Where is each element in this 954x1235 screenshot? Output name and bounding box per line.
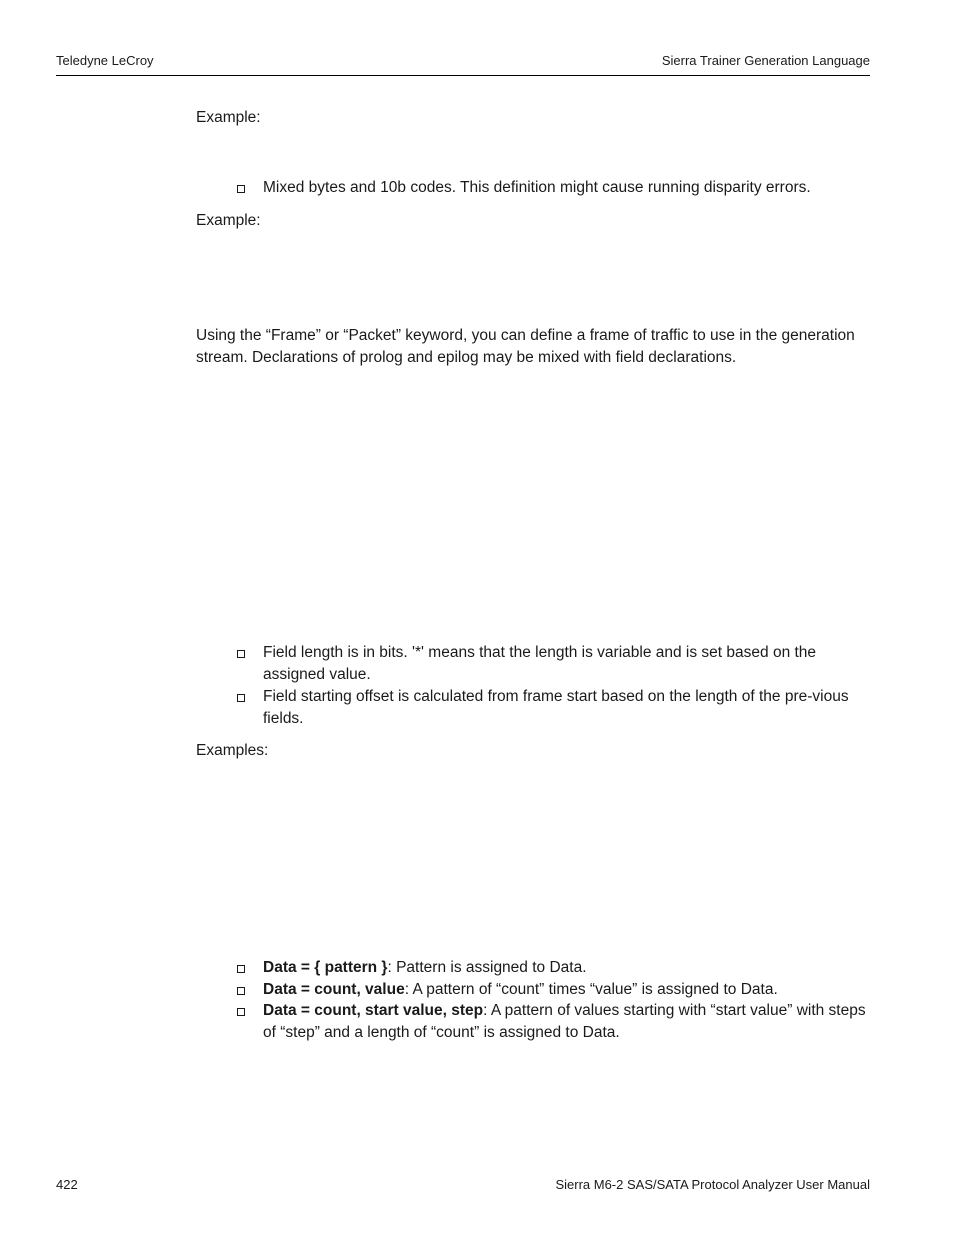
page-number: 422 [56, 1177, 78, 1192]
bullet-data-count-value [237, 979, 871, 1001]
bullet-bold-term: Data = { pattern } [263, 959, 388, 976]
page-header [56, 53, 870, 76]
bullet-field-offset [237, 686, 871, 730]
example-label-1: Example: [196, 109, 261, 126]
header-section-title: Sierra Trainer Generation Language [661, 53, 870, 68]
bullet-text: : A pattern of values starting with “start value” with steps of “step” and a length of “count” is assigned to Data. [263, 1002, 866, 1041]
bullet-data-pattern [237, 957, 871, 979]
bullet-data-count-start-step [237, 1000, 871, 1044]
bullet-text: : A pattern of “count” times “value” is assigned to Data. [404, 981, 778, 998]
bullet-text: Mixed bytes and 10b codes. This definition might cause running disparity errors. [263, 179, 811, 196]
checkbox-bullet-icon [237, 987, 245, 995]
frame-paragraph: Using the “Frame” or “Packet” keyword, you can define a frame of traffic to use in the generation stream. Declarations of prolog and epilog may be mixed with field declarations. [196, 327, 855, 366]
bullet-text: Field starting offset is calculated from frame start based on the length of the pre-vious fields. [263, 688, 849, 727]
bullet-bold-term: Data = count, start value, step [263, 1002, 484, 1019]
checkbox-bullet-icon [237, 185, 245, 193]
checkbox-bullet-icon [237, 650, 245, 658]
checkbox-bullet-icon [237, 965, 245, 973]
bullet-bold-term: Data = count, value [263, 981, 405, 998]
bullet-text: Field length is in bits. '*' means that the length is variable and is set based on the assigned value. [263, 644, 817, 683]
bullet-text: : Pattern is assigned to Data. [387, 959, 587, 976]
bullet-mixed-bytes [237, 177, 871, 199]
bullet-field-length [237, 642, 871, 686]
manual-title: Sierra M6-2 SAS/SATA Protocol Analyzer User Manual [555, 1177, 870, 1192]
checkbox-bullet-icon [237, 1008, 245, 1016]
header-company: Teledyne LeCroy [56, 53, 154, 68]
examples-label: Examples: [196, 742, 269, 759]
checkbox-bullet-icon [237, 694, 245, 702]
example-label-2: Example: [196, 212, 261, 229]
